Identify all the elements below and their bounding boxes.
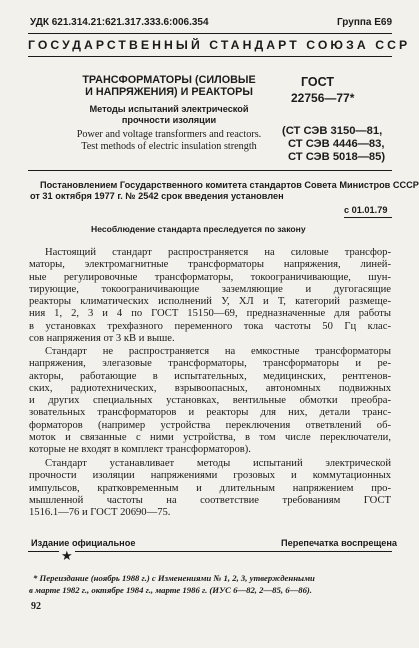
official-edition: Издание официальное (31, 538, 136, 548)
paragraph-exclusions (29, 346, 391, 457)
text-line: напряжения, элегазовые трансформаторы, трансформаторы и ре- (29, 358, 391, 370)
group-code: Группа Е69 (337, 17, 393, 28)
title-ru-line2: И НАПРЯЖЕНИЯ) И РЕАКТОРЫ (85, 86, 253, 98)
text-line: моток и связанные с ними устройства, в том числе переключатели, (29, 432, 391, 444)
text-line: реакторы климатических исполнений У, ХЛ и Т, категорий размеще- (29, 296, 391, 308)
page-number: 92 (31, 601, 41, 612)
text-line: зовательных трансформаторов и реакторы для них, детали транс- (29, 407, 391, 419)
text-line: и других специальных установках, вентильные обмотки преобра- (29, 395, 391, 407)
text-line: маторы, электромагнитные трансформаторы напряжения, линей- (29, 259, 391, 271)
paragraph-methods (29, 458, 391, 519)
gost-label: ГОСТ (301, 75, 334, 89)
text-line: форматоров (например устройства переключения ответвлений об- (29, 419, 391, 431)
title-en-line2: Test methods of electric insulation strength (81, 141, 257, 152)
text-line: мышленной частоты на соответствие требованиям ГОСТ (29, 494, 391, 506)
st-sev-line2: СТ СЭВ 4446—83, (288, 138, 385, 150)
decree-line1: Постановлением Государственного комитета стандартов Совета Министров СССР (40, 180, 419, 190)
reprint-prohibited: Перепечатка воспрещена (281, 538, 397, 548)
decree-line2: от 31 октября 1977 г. № 2542 срок введения установлен (30, 191, 284, 201)
text-line: Настоящий стандарт распространяется на силовые трансфор- (45, 247, 391, 258)
footer-rule (28, 551, 392, 552)
text-line: в установках трехфазного переменного тока частоты 50 Гц клас- (29, 320, 391, 332)
footnote-line1: * Переиздание (ноябрь 1988 г.) с Изменениями № 1, 2, 3, утвержденными (33, 573, 315, 583)
st-sev-line3: СТ СЭВ 5018—85) (288, 151, 386, 163)
udk-code: УДК 621.314.21:621.317.333.6:006.354 (30, 17, 209, 28)
validity-note: Несоблюдение стандарта преследуется по закону (91, 224, 306, 234)
decree-date: с 01.01.79 (344, 205, 388, 215)
text-line: тирующие, токоограничивающие заземляющие и дугогасящие (29, 283, 391, 295)
paragraph-scope (29, 247, 391, 345)
header-rule-bottom (28, 56, 392, 57)
title-ru-line1: ТРАНСФОРМАТОРЫ (СИЛОВЫЕ (82, 74, 256, 86)
standard-title: ГОСУДАРСТВЕННЫЙ СТАНДАРТ СОЮЗА ССР (28, 38, 411, 52)
subtitle-ru-line2: прочности изоляции (121, 115, 217, 125)
text-line: ских, радиотехнических, взрывоопасных, автономных подвижных (29, 382, 391, 394)
text-line: 1516.1—76 и ГОСТ 20690—75. (29, 507, 171, 519)
text-line: которые не входят в комплект трансформаторов). (29, 444, 251, 456)
title-rule (28, 170, 392, 171)
text-line: ния 1, 2, 3 и 4 по ГОСТ 15150—69, предназначенные для работы (29, 308, 391, 320)
footnote-line2: в марте 1982 г., октябре 1984 г., марте 1986 г. (ИУС 6—82, 2—85, 6—86). (29, 585, 312, 595)
star-icon: ★ (61, 548, 73, 563)
header-rule-top (28, 33, 392, 34)
decree-date-underline (344, 217, 392, 218)
text-line: импульсов, кратковременным и длительным напряжением про- (29, 482, 391, 494)
title-en-line1: Power and voltage transformers and reactors. (76, 129, 262, 140)
text-line: Стандарт не распространяется на емкостные трансформаторы (45, 346, 391, 357)
text-line: прочности изоляции напряжениями грозовых и коммутационных (29, 470, 391, 482)
subtitle-ru-line1: Методы испытаний электрической (89, 104, 249, 114)
text-line: сов напряжения от 3 кВ и выше. (29, 333, 175, 345)
text-line: ные регулировочные трансформаторы, токоограничивающие, шун- (29, 271, 391, 283)
st-sev-line1: (СТ СЭВ 3150—81, (282, 125, 383, 137)
text-line: акторы, работающие в испытательных, медицинских, рентгенов- (29, 370, 391, 382)
text-line: Стандарт устанавливает методы испытаний электрической (45, 458, 391, 469)
gost-number: 22756—77* (291, 91, 355, 105)
